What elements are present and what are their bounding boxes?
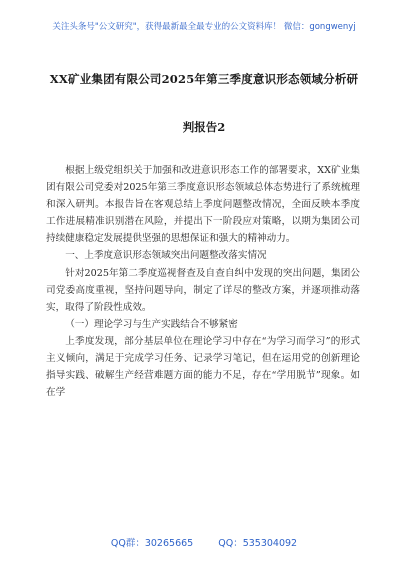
document-title-line2: 判报告2 bbox=[182, 120, 226, 134]
section-heading-1: 一、上季度意识形态领域突出问题整改落实情况 bbox=[65, 250, 267, 262]
document-body bbox=[46, 162, 360, 401]
footer-qq: QQ：535304092 bbox=[218, 538, 298, 549]
footer-qq-group: QQ群：30265665 bbox=[110, 538, 194, 549]
subsection-heading-1: （一）理论学习与生产实践结合不够紧密 bbox=[65, 318, 238, 330]
intro-paragraph: 根据上级党组织关于加强和改进意识形态工作的部署要求，XX矿业集团有限公司党委对2025年第三季度意识形态领域总体态势进行了系统梳理和深入研判。本报告旨在客观总结上季度问题整改情况，全面反映本季度工作进展精准识别潜在风险，并提出下一阶段应对策略，以期为集团公司持续健康稳定发展提供坚强的思想保证和强大的精神动力。 bbox=[46, 165, 360, 245]
footer-contact bbox=[0, 535, 408, 549]
section-paragraph: 针对2025年第二季度巡视督查及自查自纠中发现的突出问题，集团公司党委高度重视，坚持问题导向，制定了详尽的整改方案，并逐项推动落实，取得了阶段性成效。 bbox=[46, 267, 360, 313]
document-title-line1: XX矿业集团有限公司2025年第三季度意识形态领域分析研 bbox=[49, 72, 359, 86]
subsection-paragraph: 上季度发现，部分基层单位在理论学习中存在“为学习而学习”的形式主义倾向，满足于完成学习任务、记录学习笔记，但在运用党的创新理论指导实践、破解生产经营难题方面的能力不足，存在“学用脱节”现象。如在学 bbox=[46, 335, 360, 399]
header-banner: 关注头条号"公文研究"，获得最新最全最专业的公文资料库！ 微信：gongwenyj bbox=[52, 22, 356, 32]
